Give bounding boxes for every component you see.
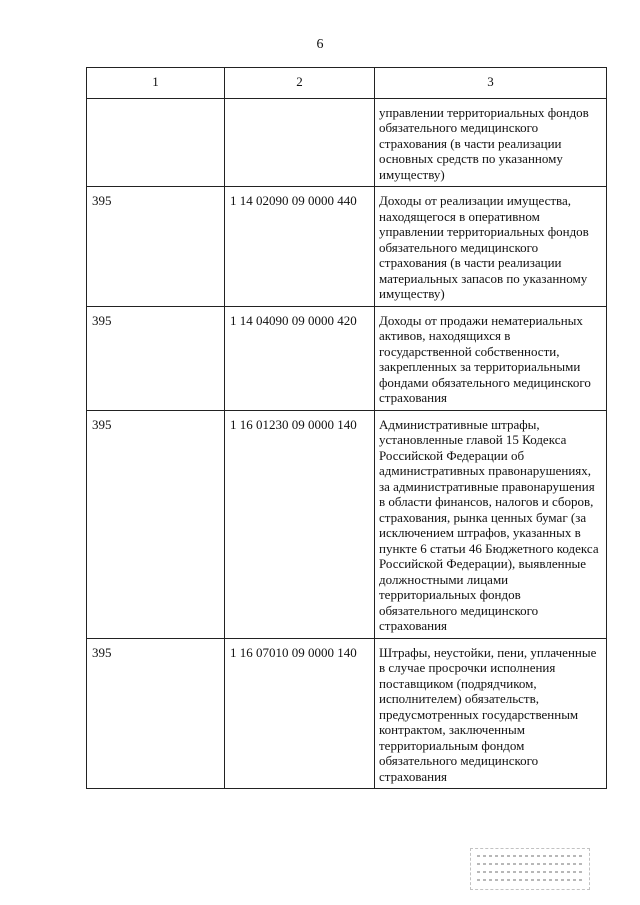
stamp-line (477, 855, 583, 857)
description-cell: Доходы от продажи нематериальных активов, находящихся в государственной собственности, закрепленных за территориальными фондами обязательного медицинского страхования (375, 306, 607, 410)
table-header-row (87, 68, 607, 99)
column-header-1: 1 (87, 68, 225, 99)
description-cell: управлении территориальных фондов обязательного медицинского страхования (в части реализации основных средств по указанному имуществу) (375, 98, 607, 187)
table-row (87, 187, 607, 307)
budget-code-cell: 1 16 01230 09 0000 140 (225, 410, 375, 638)
budget-code-cell (225, 98, 375, 187)
stamp-line (477, 871, 583, 873)
revenue-codes-table (86, 67, 607, 789)
column-header-3: 3 (375, 68, 607, 99)
stamp-line (477, 863, 583, 865)
description-cell: Штрафы, неустойки, пени, уплаченные в случае просрочки исполнения поставщиком (подрядчиком, исполнителем) обязательств, предусмотренных государственным контрактом, заключенным территориальным фондом обязательного медицинского страхования (375, 638, 607, 789)
budget-code-cell: 1 14 02090 09 0000 440 (225, 187, 375, 307)
budget-code-cell: 1 16 07010 09 0000 140 (225, 638, 375, 789)
column-header-2: 2 (225, 68, 375, 99)
table-row (87, 410, 607, 638)
stamp-line (477, 879, 583, 881)
admin-code-cell: 395 (87, 638, 225, 789)
budget-code-cell: 1 14 04090 09 0000 420 (225, 306, 375, 410)
description-cell: Административные штрафы, установленные главой 15 Кодекса Российской Федерации об административных правонарушениях, за административные правонарушения в области финансов, налогов и сборов, страхования, рынка ценных бумаг (за исключением штрафов, указанных в пункте 6 статьи 46 Бюджетного кодекса Российской Федерации), выявленные должностными лицами территориальных фондов обязательного медицинского страхования (375, 410, 607, 638)
table-row (87, 98, 607, 187)
admin-code-cell: 395 (87, 187, 225, 307)
table-row (87, 638, 607, 789)
registration-stamp (470, 848, 590, 890)
table-row (87, 306, 607, 410)
admin-code-cell: 395 (87, 410, 225, 638)
admin-code-cell: 395 (87, 306, 225, 410)
description-cell: Доходы от реализации имущества, находящегося в оперативном управлении территориальных фондов обязательного медицинского страхования (в части реализации материальных запасов по указанному имуществу) (375, 187, 607, 307)
admin-code-cell (87, 98, 225, 187)
page-number: 6 (316, 37, 324, 52)
